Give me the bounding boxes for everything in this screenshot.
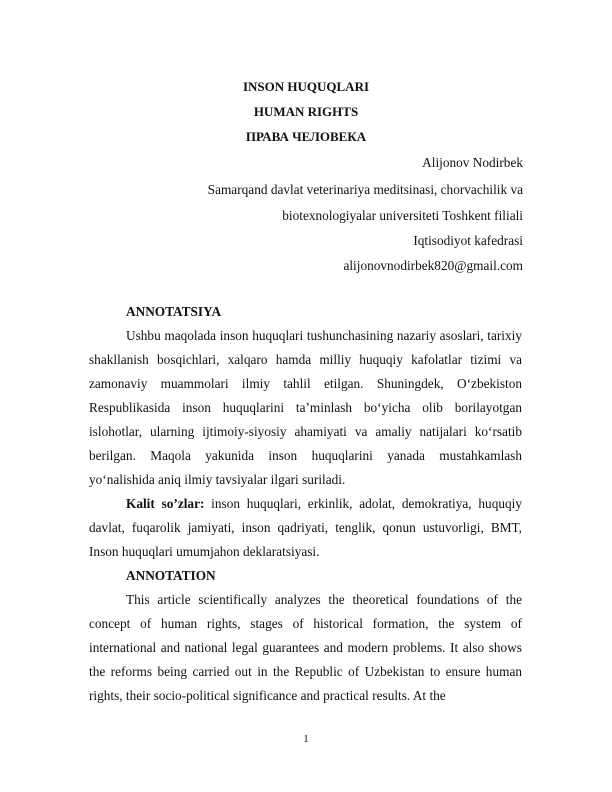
keywords-label: Kalit so’zlar:	[126, 496, 205, 511]
author-department: Iqtisodiyot kafedrasi	[413, 233, 523, 248]
annotation-text: This article scientifically analyzes the theoretical foundations of the concept of human rights, stages of historical formation, the system of international and national legal guarantees and modern problems. It also shows the reforms being carried out in the Republic of Uzbekistan to ensure human rights, their socio-political significance and practical results. At the	[89, 592, 522, 703]
title-uzbek: INSON HUQUQLARI	[242, 79, 370, 94]
keywords-paragraph	[89, 492, 522, 564]
author-name: Alijonov Nodirbek	[422, 155, 523, 170]
page-number: 1	[303, 733, 309, 745]
title-english: HUMAN RIGHTS	[253, 104, 359, 119]
annotatsiya-heading: ANNOTATSIYA	[126, 304, 222, 319]
title-russian: ПРАВА ЧЕЛОВЕКА	[245, 129, 367, 144]
annotatsiya-text: Ushbu maqolada inson huquqlari tushunchasining nazariy asoslari, tarixiy shakllanish bosqichlari, xalqaro hamda milliy huquqiy kafolatlar tizimi va zamonaviy muammolari ilmiy tahlil etilgan. Shuningdek, O‘zbekiston Respublikasida inson huquqlarini ta’minlash bo‘yicha olib borilayotgan islohotlar, ularning ijtimoiy-siyosiy ahamiyati va amaliy natijalari ko‘rsatib berilgan. Maqola yakunida inson huquqlarini yanada mustahkamlash yo‘nalishida aniq ilmiy tavsiyalar ilgari suriladi.	[89, 328, 522, 487]
author-affiliation-line2: biotexnologiyalar universiteti Toshkent filiali	[282, 208, 523, 223]
annotation-heading: ANNOTATION	[126, 568, 216, 583]
author-email: alijonovnodirbek820@gmail.com	[343, 258, 523, 273]
keywords-text: inson huquqlari, erkinlik, adolat, demokratiya, huquqiy davlat, fuqarolik jamiyati, inson qadriyati, tenglik, qonun ustuvorligi, BMT, Inson huquqlari umumjahon deklaratsiyasi.	[89, 496, 522, 559]
author-affiliation-line1: Samarqand davlat veterinariya meditsinasi, chorvachilik va	[207, 182, 523, 197]
